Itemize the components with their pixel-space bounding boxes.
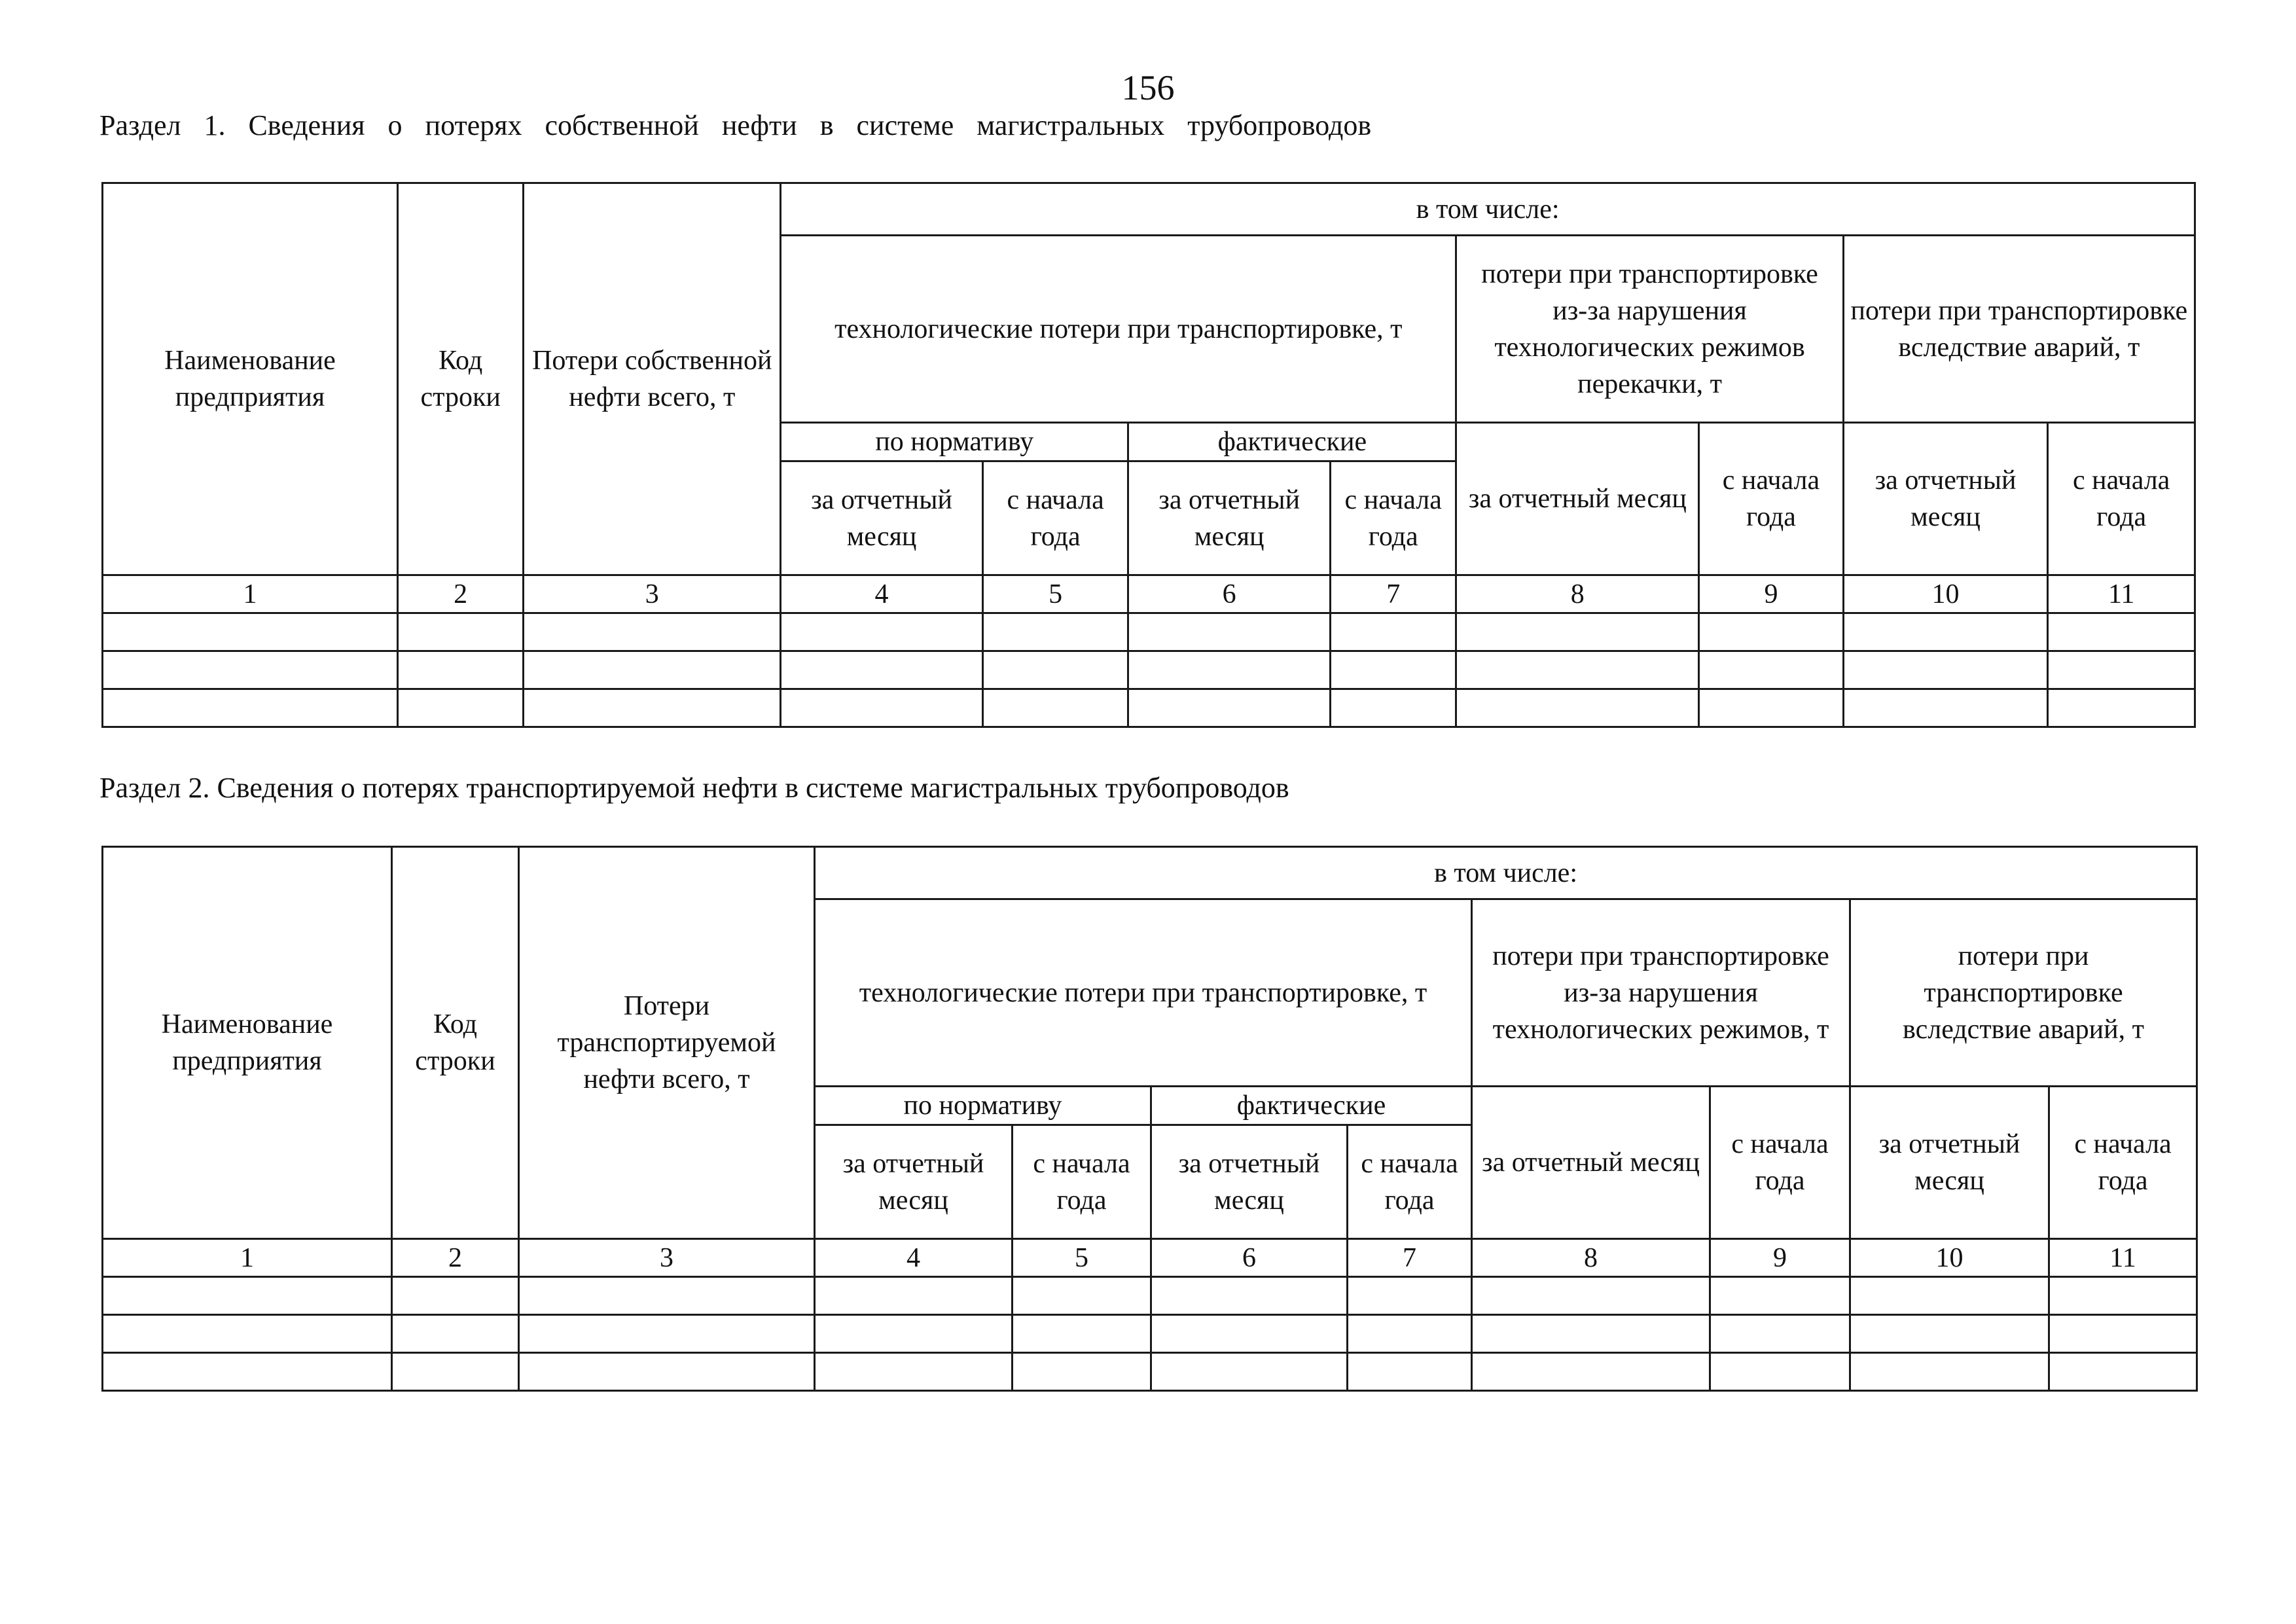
empty-cell[interactable]: [524, 651, 781, 689]
empty-cell[interactable]: [1151, 1277, 1348, 1315]
header-month: за отчетный месяц: [1128, 461, 1331, 575]
empty-cell[interactable]: [1151, 1353, 1348, 1391]
empty-cell[interactable]: [1850, 1353, 2049, 1391]
empty-cell[interactable]: [519, 1277, 815, 1315]
column-number: 2: [392, 1239, 519, 1277]
empty-cell[interactable]: [1331, 651, 1456, 689]
empty-cell[interactable]: [1850, 1315, 2049, 1353]
column-number-row: [103, 575, 2195, 613]
header-actual: фактические: [1151, 1087, 1472, 1125]
empty-cell[interactable]: [103, 1353, 392, 1391]
empty-cell[interactable]: [982, 651, 1128, 689]
header-ytd: с начала года: [2048, 423, 2195, 575]
empty-cell[interactable]: [1699, 689, 1843, 727]
header-including: в том числе:: [815, 847, 2197, 899]
section-2-table: [101, 846, 2198, 1392]
empty-cell[interactable]: [397, 651, 523, 689]
column-number: 7: [1331, 575, 1456, 613]
section-1-title: Раздел 1. Сведения о потерях собственной нефти в системе магистральных трубопроводов: [99, 109, 1372, 141]
empty-cell[interactable]: [519, 1353, 815, 1391]
column-number: 8: [1456, 575, 1699, 613]
empty-cell[interactable]: [1151, 1315, 1348, 1353]
header-total-losses: Потери транспортируемой нефти всего, т: [519, 847, 815, 1239]
column-number: 7: [1348, 1239, 1472, 1277]
empty-cell[interactable]: [982, 613, 1128, 651]
empty-cell[interactable]: [397, 613, 523, 651]
header-accident-losses: потери при транспортировке вследствие аварий, т: [1850, 899, 2197, 1087]
header-violation-losses: потери при транспортировке из-за нарушения технологических режимов перекачки, т: [1456, 236, 1843, 423]
empty-cell[interactable]: [392, 1353, 519, 1391]
section-1-table: [101, 182, 2196, 728]
header-by-norm: по нормативу: [815, 1087, 1151, 1125]
empty-cell[interactable]: [524, 689, 781, 727]
empty-cell[interactable]: [815, 1277, 1013, 1315]
empty-cell[interactable]: [2049, 1277, 2197, 1315]
empty-cell[interactable]: [1348, 1315, 1472, 1353]
empty-cell[interactable]: [781, 689, 983, 727]
empty-cell[interactable]: [1348, 1277, 1472, 1315]
header-ytd: с начала года: [1710, 1087, 1850, 1239]
header-ytd: с начала года: [1331, 461, 1456, 575]
header-ytd: с начала года: [1013, 1125, 1151, 1239]
empty-cell[interactable]: [1331, 613, 1456, 651]
empty-cell[interactable]: [2048, 689, 2195, 727]
empty-cell[interactable]: [1013, 1315, 1151, 1353]
column-number: 2: [397, 575, 523, 613]
column-number: 11: [2048, 575, 2195, 613]
header-including: в том числе:: [781, 183, 2195, 236]
empty-cell[interactable]: [1013, 1277, 1151, 1315]
empty-cell[interactable]: [1128, 613, 1331, 651]
column-number: 3: [524, 575, 781, 613]
header-ytd: с начала года: [982, 461, 1128, 575]
empty-cell[interactable]: [815, 1353, 1013, 1391]
header-month: за отчетный месяц: [1850, 1087, 2049, 1239]
empty-cell[interactable]: [2048, 651, 2195, 689]
empty-cell[interactable]: [397, 689, 523, 727]
column-number: 4: [781, 575, 983, 613]
empty-cell[interactable]: [2049, 1315, 2197, 1353]
empty-cell[interactable]: [103, 1315, 392, 1353]
empty-cell[interactable]: [1456, 689, 1699, 727]
empty-cell[interactable]: [781, 613, 983, 651]
empty-row: [103, 1315, 2197, 1353]
column-number: 3: [519, 1239, 815, 1277]
column-number: 8: [1472, 1239, 1710, 1277]
empty-cell[interactable]: [103, 1277, 392, 1315]
empty-cell[interactable]: [1472, 1277, 1710, 1315]
header-violation-losses: потери при транспортировке из-за нарушения технологических режимов, т: [1472, 899, 1850, 1087]
empty-cell[interactable]: [392, 1315, 519, 1353]
empty-cell[interactable]: [1128, 689, 1331, 727]
empty-row: [103, 1353, 2197, 1391]
column-number: 9: [1710, 1239, 1850, 1277]
empty-cell[interactable]: [392, 1277, 519, 1315]
header-ytd: с начала года: [1699, 423, 1843, 575]
column-number-row: [103, 1239, 2197, 1277]
column-number: 10: [1843, 575, 2048, 613]
header-month: за отчетный месяц: [1151, 1125, 1348, 1239]
empty-cell[interactable]: [103, 613, 398, 651]
header-tech-losses: технологические потери при транспортировке, т: [781, 236, 1456, 423]
column-number: 5: [1013, 1239, 1151, 1277]
empty-cell[interactable]: [1331, 689, 1456, 727]
empty-cell[interactable]: [1348, 1353, 1472, 1391]
empty-cell[interactable]: [815, 1315, 1013, 1353]
empty-cell[interactable]: [519, 1315, 815, 1353]
empty-row: [103, 651, 2195, 689]
empty-cell[interactable]: [1128, 651, 1331, 689]
empty-cell[interactable]: [982, 689, 1128, 727]
empty-cell[interactable]: [1699, 613, 1843, 651]
empty-cell[interactable]: [2049, 1353, 2197, 1391]
empty-cell[interactable]: [1843, 613, 2048, 651]
page-number: 156: [1121, 68, 1175, 107]
empty-row: [103, 613, 2195, 651]
empty-cell[interactable]: [1456, 651, 1699, 689]
header-total-losses: Потери собственной нефти всего, т: [524, 183, 781, 575]
empty-cell[interactable]: [103, 689, 398, 727]
empty-cell[interactable]: [1710, 1353, 1850, 1391]
header-company-name: Наименование предприятия: [103, 847, 392, 1239]
header-tech-losses: технологические потери при транспортировке, т: [815, 899, 1472, 1087]
empty-row: [103, 689, 2195, 727]
column-number: 5: [982, 575, 1128, 613]
header-by-norm: по нормативу: [781, 423, 1128, 461]
header-row-code: Код строки: [392, 847, 519, 1239]
header-month: за отчетный месяц: [1456, 423, 1699, 575]
empty-cell[interactable]: [1699, 651, 1843, 689]
column-number: 6: [1128, 575, 1331, 613]
empty-cell[interactable]: [1456, 613, 1699, 651]
header-ytd: с начала года: [2049, 1087, 2197, 1239]
empty-cell[interactable]: [1710, 1315, 1850, 1353]
empty-cell[interactable]: [1843, 651, 2048, 689]
empty-cell[interactable]: [1013, 1353, 1151, 1391]
column-number: 1: [103, 575, 398, 613]
empty-cell[interactable]: [2048, 613, 2195, 651]
empty-row: [103, 1277, 2197, 1315]
header-ytd: с начала года: [1348, 1125, 1472, 1239]
header-month: за отчетный месяц: [815, 1125, 1013, 1239]
header-actual: фактические: [1128, 423, 1456, 461]
column-number: 9: [1699, 575, 1843, 613]
header-accident-losses: потери при транспортировке вследствие аварий, т: [1843, 236, 2195, 423]
empty-cell[interactable]: [1850, 1277, 2049, 1315]
empty-cell[interactable]: [524, 613, 781, 651]
empty-cell[interactable]: [1843, 689, 2048, 727]
empty-cell[interactable]: [1710, 1277, 1850, 1315]
header-company-name: Наименование предприятия: [103, 183, 398, 575]
column-number: 1: [103, 1239, 392, 1277]
column-number: 11: [2049, 1239, 2197, 1277]
empty-cell[interactable]: [781, 651, 983, 689]
header-row-code: Код строки: [397, 183, 523, 575]
section-2-title: Раздел 2. Сведения о потерях транспортируемой нефти в системе магистральных трубопроводов: [99, 772, 1289, 804]
column-number: 6: [1151, 1239, 1348, 1277]
header-month: за отчетный месяц: [1843, 423, 2048, 575]
header-month: за отчетный месяц: [1472, 1087, 1710, 1239]
empty-cell[interactable]: [1472, 1353, 1710, 1391]
column-number: 10: [1850, 1239, 2049, 1277]
header-month: за отчетный месяц: [781, 461, 983, 575]
empty-cell[interactable]: [1472, 1315, 1710, 1353]
column-number: 4: [815, 1239, 1013, 1277]
empty-cell[interactable]: [103, 651, 398, 689]
